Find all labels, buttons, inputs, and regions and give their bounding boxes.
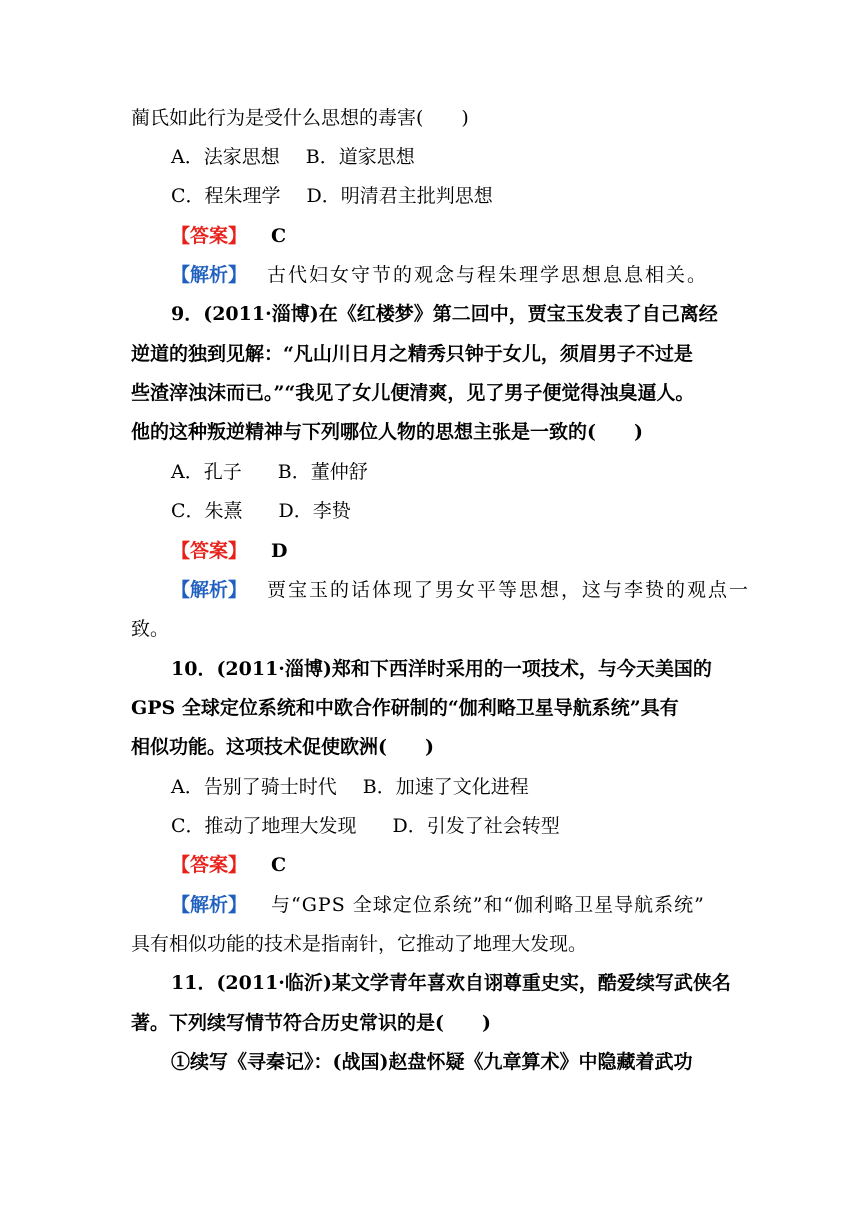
- q8-answer: C: [271, 225, 287, 247]
- q8-stem-tail: 蔺氏如此行为是受什么思想的毒害( ): [131, 107, 469, 129]
- q8-option-a: A．法家思想: [171, 146, 280, 168]
- q9-option-d: D．李贽: [278, 500, 351, 522]
- q8-options-row2: [171, 184, 493, 208]
- q10-analysis-label: 【解析】: [171, 894, 248, 916]
- q9-options-row1: [171, 460, 368, 484]
- q10-analysis-row: [171, 893, 705, 917]
- q9-analysis-line1: 贾宝玉的话体现了男女平等思想，这与李贽的观点一: [267, 579, 751, 601]
- q9-answer-row: [171, 539, 288, 563]
- q9-analysis-line2: 致。: [131, 618, 170, 640]
- q10-options-row2: [171, 814, 560, 838]
- q10-option-c: C．推动了地理大发现: [171, 815, 357, 837]
- q10-analysis-line1: 与“GPS 全球定位系统”和“伽利略卫星导航系统”: [271, 894, 705, 916]
- q10-answer: C: [271, 854, 287, 876]
- q8-analysis-row: [171, 263, 708, 287]
- q9-stem-line4: 他的这种叛逆精神与下列哪位人物的思想主张是一致的( ): [131, 421, 643, 443]
- q11-item1: ①续写《寻秦记》：(战国)赵盘怀疑《九章算术》中隐藏着武功: [171, 1051, 693, 1073]
- q9-stem-line3: 些渣滓浊沫而已。”“我见了女儿便清爽，见了男子便觉得浊臭逼人。: [131, 382, 695, 404]
- q10-options-row1: [171, 775, 529, 799]
- q9-option-b: B．董仲舒: [277, 461, 368, 483]
- q9-stem-line1: 9．(2011·淄博)在《红楼梦》第二回中，贾宝玉发表了自己离经: [171, 303, 718, 325]
- q8-option-c: C．程朱理学: [171, 185, 281, 207]
- q11-stem-line1: 11．(2011·临沂)某文学青年喜欢自诩尊重史实，酷爱续写武侠名: [171, 972, 731, 994]
- q9-answer-label: 【答案】: [171, 540, 248, 562]
- q10-option-a: A．告别了骑士时代: [171, 776, 337, 798]
- q11-stem-line2: 著。下列续写情节符合历史常识的是( ): [131, 1012, 491, 1034]
- q9-options-row2: [171, 499, 351, 523]
- q8-answer-row: [171, 224, 286, 248]
- q10-analysis-line2: 具有相似功能的技术是指南针，它推动了地理大发现。: [131, 933, 588, 955]
- q8-analysis: 古代妇女守节的观念与程朱理学思想息息相关。: [267, 264, 709, 286]
- q9-answer: D: [271, 540, 288, 562]
- q10-answer-row: [171, 853, 286, 877]
- q9-analysis-row: [171, 578, 750, 602]
- q10-option-d: D．引发了社会转型: [392, 815, 560, 837]
- q8-analysis-label: 【解析】: [171, 264, 248, 286]
- q10-stem-line3: 相似功能。这项技术促使欧洲( ): [131, 736, 434, 758]
- q8-option-d: D．明清君主批判思想: [306, 185, 493, 207]
- q9-option-c: C．朱熹: [171, 500, 243, 522]
- q10-answer-label: 【答案】: [171, 854, 248, 876]
- q8-option-b: B．道家思想: [305, 146, 415, 168]
- q10-stem-line1: 10．(2011·淄博)郑和下西洋时采用的一项技术，与今天美国的: [171, 658, 712, 680]
- q10-option-b: B．加速了文化进程: [362, 776, 529, 798]
- q8-answer-label: 【答案】: [171, 225, 248, 247]
- q9-stem-line2: 逆道的独到见解：“凡山川日月之精秀只钟于女儿，须眉男子不过是: [131, 343, 693, 365]
- q10-stem-line2: GPS 全球定位系统和中欧合作研制的“伽利略卫星导航系统”具有: [131, 697, 679, 719]
- q8-options-row1: [171, 145, 415, 169]
- q9-option-a: A．孔子: [171, 461, 242, 483]
- q9-analysis-label: 【解析】: [171, 579, 248, 601]
